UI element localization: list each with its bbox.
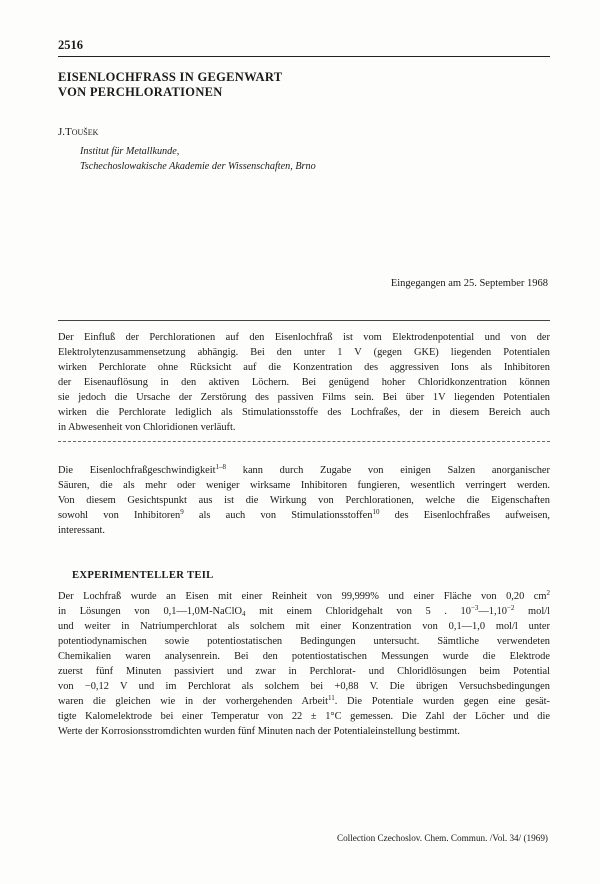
abstract-line: in Abwesenheit von Chloridionen verläuft. — [58, 422, 236, 433]
introduction — [58, 463, 550, 538]
intro-line: Säuren, die als mehr oder weniger wirksame Inhibitoren fungieren, wesentlich verringert werden. — [58, 480, 550, 491]
header-rule — [58, 56, 550, 57]
abstract-top-rule — [58, 320, 550, 321]
title-line-2: VON PERCHLORATIONEN — [58, 85, 223, 99]
experimental-line: Der Lochfraß wurde an Eisen mit einer Reinheit von 99,999% und einer Fläche von 0,20 $cm^2$ — [58, 589, 550, 602]
experimental-line: von −0,12 V und im Perchlorat als solchem bei +0,88 V. Die übrigen Versuchsbedingungen — [58, 681, 550, 692]
experimental-text — [58, 589, 550, 739]
reference-superscript: 10 — [372, 508, 380, 516]
abstract-line: Der Einfluß der Perchlorationen auf den Eisenlochfraß ist vom Elektrodenpotential und von der — [58, 332, 550, 343]
intro-line: interessant. — [58, 525, 106, 536]
experimental-line: in Lösungen von 0,1—1,0M-NaClO$_4$ mit einem Chloridgehalt von 5 . $10^{-3}—1,10^{-2}$ mol/l — [58, 604, 550, 618]
author — [58, 126, 98, 138]
title-line-1: EISENLOCHFRASS IN GEGENWART — [58, 70, 283, 84]
experimental-line: waren die gleichen wie in der vorhergehenden Arbeit$^{11}$. Die Potentiale wurden gegen eine gesät- — [58, 694, 551, 707]
author-name: Toušek — [65, 126, 99, 138]
abstract-line: Elektrolytenzusammensetzung abhängig. Bei den unter 1 V (gegen GKE) liegenden Potentialen — [58, 347, 550, 358]
reference-superscript: 11 — [328, 694, 335, 702]
affiliation — [80, 144, 316, 174]
intro-line: Die Eisenlochfraßgeschwindigkeit$^{1-8}$ kann durch Zugabe von einigen Salzen anorganischer — [58, 463, 551, 476]
reference-superscript: 9 — [180, 508, 184, 516]
experimental-line: Chemikalien waren analysenrein. Bei den potentiostatischen Messungen wurde die Elektrode — [58, 651, 550, 662]
abstract-line: wirken Perchlorate ohne Rücksicht auf die Konzentration des aggressiven Ions als Inhibitoren — [58, 362, 550, 373]
experimental-line: tigte Kalomelektrode bei einer Temperatur von 22 ± 1°C gemessen. Die Zahl der Löcher und die — [58, 711, 550, 722]
abstract — [58, 330, 550, 435]
affiliation-line-1: Institut für Metallkunde, — [80, 146, 180, 157]
intro-line: Von diesem Gesichtspunkt aus ist die Wirkung von Perchlorationen, welche die Eigenschaften — [58, 495, 550, 506]
experimental-line: zuerst fünf Minuten passiviert und zwar in Perchlorat- und Chloridlösungen beim Potential — [58, 666, 550, 677]
journal-citation: Collection Czechoslov. Chem. Commun. /Vol. 34/ (1969) — [336, 833, 548, 843]
affiliation-line-2: Tschechoslowakische Akademie der Wissenschaften, Brno — [80, 161, 316, 172]
abstract-line: wirken die Perchlorate lediglich als Stimulationsstoffe des Lochfraßes, der in diesem Bereich auch — [58, 407, 550, 418]
abstract-bottom-rule — [58, 441, 550, 442]
article-title — [58, 70, 538, 100]
experimental-line: potentiodynamischen sowie potentiostatischen Bedingungen untersucht. Sämtliche verwendeten — [58, 636, 550, 647]
author-initial: J. — [58, 126, 66, 138]
received-date: Eingegangen am 25. September 1968 — [390, 278, 548, 289]
experimental-line: Werte der Korrosionsstromdichten wurden fünf Minuten nach der Potentialeinstellung bestimmt. — [58, 726, 460, 737]
abstract-line: sie jedoch die Ursache der Zerstörung des passiven Films sein. Bei über 1V liegenden Potentialen — [58, 392, 550, 403]
abstract-line: der Eisenauflösung in den aktiven Löchern. Bei genügend hoher Chloridkonzentration können — [58, 377, 550, 388]
intro-line: sowohl von Inhibitoren$^9$ als auch von Stimulationsstoffen$^{10}$ des Eisenlochfraßes aufweisen, — [58, 508, 550, 521]
reference-superscript: 1–8 — [215, 463, 227, 471]
page-number: 2516 — [58, 38, 83, 52]
experimental-line: und weiter in Natriumperchlorat als solchem mit einer Konzentration von 0,1—1,0 mol/l unter — [58, 621, 550, 632]
section-heading: EXPERIMENTELLER TEIL — [72, 570, 214, 581]
